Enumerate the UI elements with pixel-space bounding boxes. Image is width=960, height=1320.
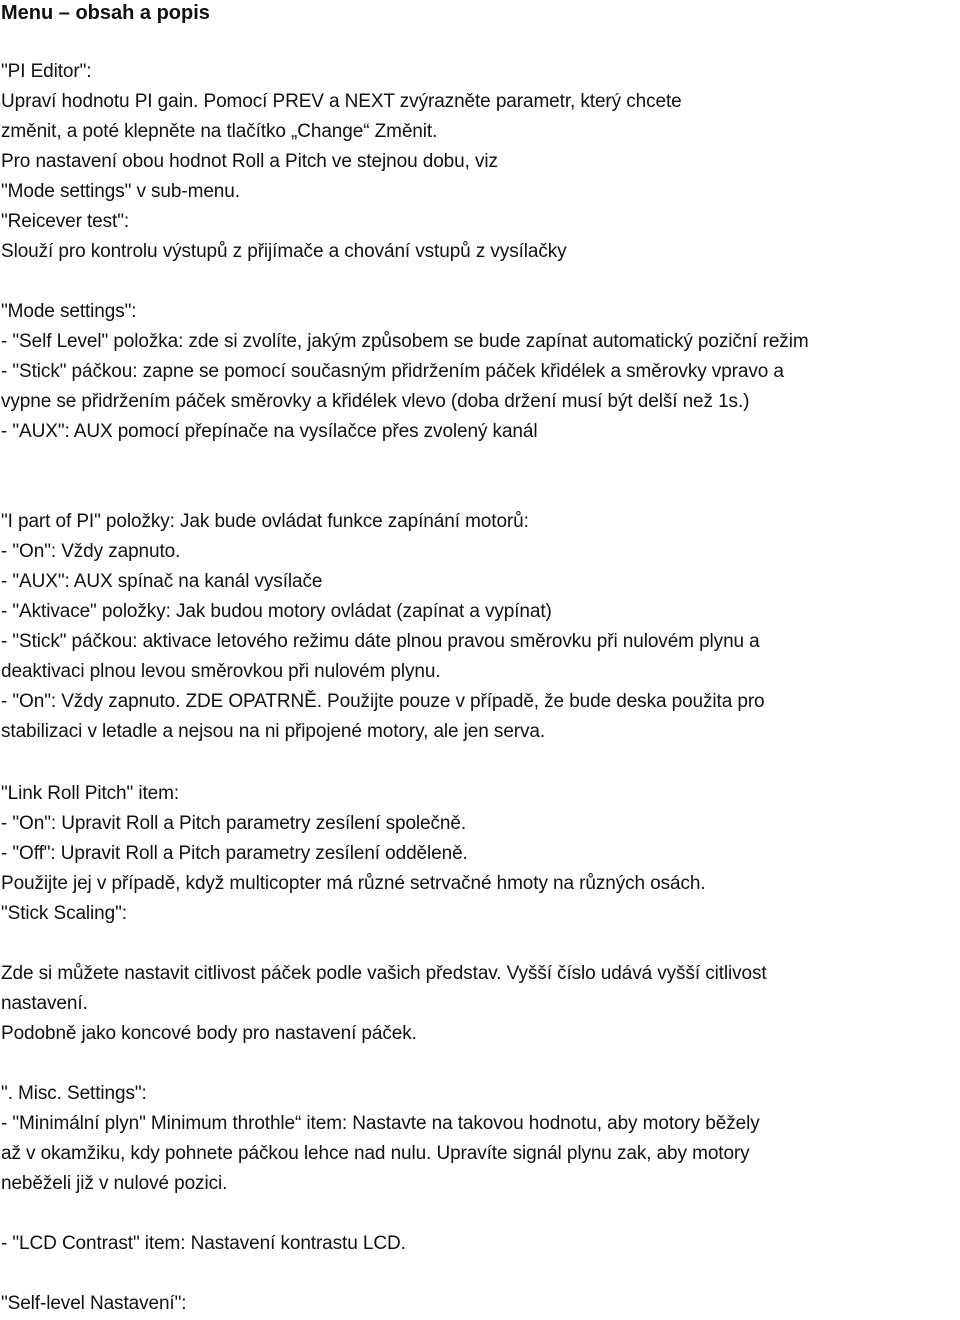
list-item: - "On": Vždy zapnuto. ZDE OPATRNĚ. Použijte pouze v případě, že bude deska použita pro [1, 691, 765, 712]
section-heading-misc-settings: ". Misc. Settings": [1, 1083, 147, 1104]
list-item: - "AUX": AUX spínač na kanál vysílače [1, 571, 323, 592]
list-item: - "Stick" páčkou: zapne se pomocí současným přidržením páček křidélek a směrovky vpravo a [1, 361, 784, 382]
section-heading-i-part: "I part of PI" položky: Jak bude ovládat funkce zapínání motorů: [1, 511, 529, 532]
list-item: - "Off": Upravit Roll a Pitch parametry zesílení odděleně. [1, 843, 468, 864]
paragraph-line: Použijte jej v případě, když multicopter má různé setrvačné hmoty na různých osách. [1, 873, 706, 894]
paragraph-line: vypne se přidržením páček směrovky a křidélek vlevo (doba držení musí být delší než 1s.) [1, 391, 750, 412]
paragraph-line: stabilizaci v letadle a nejsou na ni připojené motory, ale jen serva. [1, 721, 546, 742]
list-item: - "Self Level" položka: zde si zvolíte, jakým způsobem se bude zapínat automatický poziční režim [1, 331, 809, 352]
section-heading-mode-settings: "Mode settings": [1, 301, 137, 322]
section-heading-stick-scaling: "Stick Scaling": [1, 903, 127, 924]
list-item: - "Aktivace" položky: Jak budou motory ovládat (zapínat a vypínat) [1, 601, 552, 622]
paragraph-line: Zde si můžete nastavit citlivost páček podle vašich představ. Vyšší číslo udává vyšší citlivost [1, 963, 767, 984]
paragraph-line: až v okamžiku, kdy pohnete páčkou lehce nad nulu. Upravíte signál plynu zak, aby motory [1, 1143, 750, 1164]
paragraph-line: "Mode settings" v sub-menu. [1, 181, 240, 202]
list-item: - "Stick" páčkou: aktivace letového režimu dáte plnou pravou směrovku při nulovém plynu a [1, 631, 760, 652]
section-heading-pi-editor: "PI Editor": [1, 61, 92, 82]
list-item: - "AUX": AUX pomocí přepínače na vysílačce přes zvolený kanál [1, 421, 538, 442]
paragraph-line: Podobně jako koncové body pro nastavení páček. [1, 1023, 417, 1044]
section-heading-receiver-test: "Reicever test": [1, 211, 130, 232]
list-item: - "LCD Contrast" item: Nastavení kontrastu LCD. [1, 1233, 406, 1254]
page-title: Menu – obsah a popis [1, 2, 210, 24]
section-heading-self-level: "Self-level Nastavení": [1, 1293, 187, 1314]
paragraph-line: deaktivaci plnou levou směrovkou při nulovém plynu. [1, 661, 441, 682]
paragraph-line: nastavení. [1, 993, 88, 1014]
paragraph-line: Slouží pro kontrolu výstupů z přijímače a chování vstupů z vysílačky [1, 241, 567, 262]
paragraph-line: změnit, a poté klepněte na tlačítko „Change“ Změnit. [1, 121, 438, 142]
paragraph-line: Upraví hodnotu PI gain. Pomocí PREV a NEXT zvýrazněte parametr, který chcete [1, 91, 682, 112]
list-item: - "Minimální plyn" Minimum throthle“ item: Nastavte na takovou hodnotu, aby motory běžely [1, 1113, 760, 1134]
paragraph-line: Pro nastavení obou hodnot Roll a Pitch ve stejnou dobu, viz [1, 151, 498, 172]
paragraph-line: neběželi již v nulové pozici. [1, 1173, 228, 1194]
list-item: - "On": Upravit Roll a Pitch parametry zesílení společně. [1, 813, 467, 834]
section-heading-link-roll-pitch: "Link Roll Pitch" item: [1, 783, 180, 804]
list-item: - "On": Vždy zapnuto. [1, 541, 181, 562]
